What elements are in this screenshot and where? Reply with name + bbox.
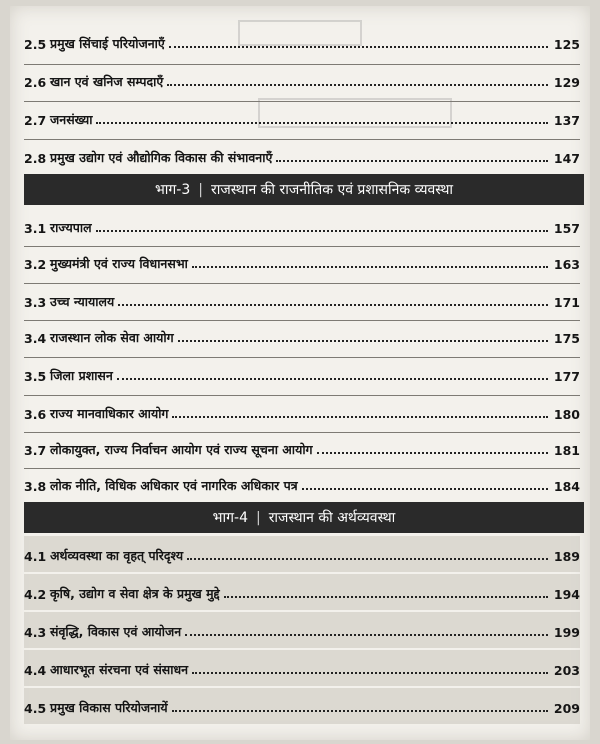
toc-page: 175 <box>553 331 580 346</box>
leader-dots <box>192 671 548 674</box>
divider <box>24 64 580 65</box>
toc-number: 2.6 <box>24 75 47 90</box>
toc-page: 171 <box>553 295 580 310</box>
leader-dots <box>178 339 548 342</box>
toc-page: 177 <box>553 369 580 384</box>
toc-title: अर्थव्यवस्था का वृहत् परिदृश्य <box>50 548 184 563</box>
leader-dots <box>169 45 548 48</box>
toc-row[interactable] <box>24 108 580 128</box>
divider <box>24 320 580 321</box>
leader-dots <box>187 557 548 560</box>
toc-row[interactable] <box>24 474 580 494</box>
toc-number: 4.1 <box>24 549 47 564</box>
leader-dots <box>317 451 548 454</box>
toc-number: 2.5 <box>24 37 47 52</box>
toc-title: लोकायुक्त, राज्य निर्वाचन आयोग एवं राज्य सूचना आयोग <box>50 442 313 457</box>
divider <box>24 432 580 433</box>
toc-row[interactable] <box>24 696 580 716</box>
toc-title: राज्यपाल <box>50 220 92 235</box>
toc-page: 181 <box>553 443 580 458</box>
toc-title: उच्च न्यायालय <box>50 294 115 309</box>
separator: | <box>255 509 261 526</box>
divider <box>24 395 580 396</box>
toc-page: 209 <box>553 701 580 716</box>
toc-page: 180 <box>553 407 580 422</box>
toc-title: राजस्थान लोक सेवा आयोग <box>50 330 174 345</box>
toc-row[interactable] <box>24 620 580 640</box>
toc-number: 3.6 <box>24 407 47 422</box>
leader-dots <box>118 303 548 306</box>
toc-row[interactable] <box>24 438 580 458</box>
part-label: भाग-3 <box>154 182 191 198</box>
toc-title: संवृद्धि, विकास एवं आयोजन <box>50 624 182 639</box>
toc-title: राज्य मानवाधिकार आयोग <box>50 406 169 421</box>
leader-dots <box>167 83 548 86</box>
toc-title: जनसंख्या <box>50 112 93 127</box>
toc-number: 2.8 <box>24 151 47 166</box>
leader-dots <box>96 121 548 124</box>
toc-number: 3.7 <box>24 443 47 458</box>
toc-title: लोक नीति, विधिक अधिकार एवं नागरिक अधिकार पत्र <box>50 478 298 493</box>
divider <box>24 468 580 469</box>
toc-row[interactable] <box>24 216 580 236</box>
leader-dots <box>185 633 548 636</box>
toc-page: 147 <box>553 151 580 166</box>
toc-page: 189 <box>553 549 580 564</box>
toc-number: 3.8 <box>24 479 47 494</box>
leader-dots <box>224 595 548 598</box>
toc-number: 3.3 <box>24 295 47 310</box>
part-label: भाग-4 <box>212 510 248 526</box>
toc-row[interactable] <box>24 32 580 52</box>
toc-row[interactable] <box>24 582 580 602</box>
toc-title: आधारभूत संरचना एवं संसाधन <box>50 662 189 677</box>
toc-number: 4.2 <box>24 587 47 602</box>
toc-row[interactable] <box>24 658 580 678</box>
part-heading <box>24 174 584 205</box>
toc-title: प्रमुख उद्योग एवं औद्योगिक विकास की संभावनाएँ <box>50 150 273 165</box>
leader-dots <box>302 487 548 490</box>
toc-page: 184 <box>553 479 580 494</box>
toc-page: 203 <box>553 663 580 678</box>
toc-page: 125 <box>553 37 580 52</box>
toc-title: प्रमुख विकास परियोजनायें <box>50 700 168 715</box>
toc-number: 4.4 <box>24 663 47 678</box>
toc-title: जिला प्रशासन <box>50 368 113 383</box>
part-title: राजस्थान की अर्थव्यवस्था <box>268 510 396 526</box>
toc-title: प्रमुख सिंचाई परियोजनाएँ <box>50 36 165 51</box>
part-heading <box>24 502 584 533</box>
separator: | <box>198 181 203 198</box>
divider <box>24 283 580 284</box>
toc-row[interactable] <box>24 326 580 346</box>
divider <box>24 357 580 358</box>
leader-dots <box>172 709 548 712</box>
leader-dots <box>117 377 548 380</box>
toc-row[interactable] <box>24 70 580 90</box>
leader-dots <box>96 229 548 232</box>
toc-number: 3.1 <box>24 221 47 236</box>
toc-page: 194 <box>553 587 580 602</box>
part-title: राजस्थान की राजनीतिक एवं प्रशासनिक व्यवस्था <box>210 182 454 198</box>
toc-page: 157 <box>553 221 580 236</box>
toc-number: 4.5 <box>24 701 47 716</box>
divider <box>24 139 580 140</box>
toc-row[interactable] <box>24 364 580 384</box>
toc-row[interactable] <box>24 146 580 166</box>
leader-dots <box>276 159 548 162</box>
toc-row[interactable] <box>24 402 580 422</box>
toc-page: 199 <box>553 625 580 640</box>
toc-row[interactable] <box>24 290 580 310</box>
page <box>10 6 590 740</box>
toc-page: 137 <box>553 113 580 128</box>
leader-dots <box>192 265 548 268</box>
toc-number: 2.7 <box>24 113 47 128</box>
toc-title: कृषि, उद्योग व सेवा क्षेत्र के प्रमुख मुद्दे <box>50 586 220 601</box>
leader-dots <box>172 415 548 418</box>
toc-title: खान एवं खनिज सम्पदाएँ <box>50 74 164 89</box>
toc-page: 129 <box>553 75 580 90</box>
toc-title: मुख्यमंत्री एवं राज्य विधानसभा <box>50 256 188 271</box>
divider <box>24 246 580 247</box>
toc-row[interactable] <box>24 544 580 564</box>
divider <box>24 101 580 102</box>
toc-number: 3.2 <box>24 257 47 272</box>
toc-row[interactable] <box>24 252 580 272</box>
toc-number: 3.4 <box>24 331 47 346</box>
toc-number: 4.3 <box>24 625 47 640</box>
toc-page: 163 <box>553 257 580 272</box>
toc-number: 3.5 <box>24 369 47 384</box>
